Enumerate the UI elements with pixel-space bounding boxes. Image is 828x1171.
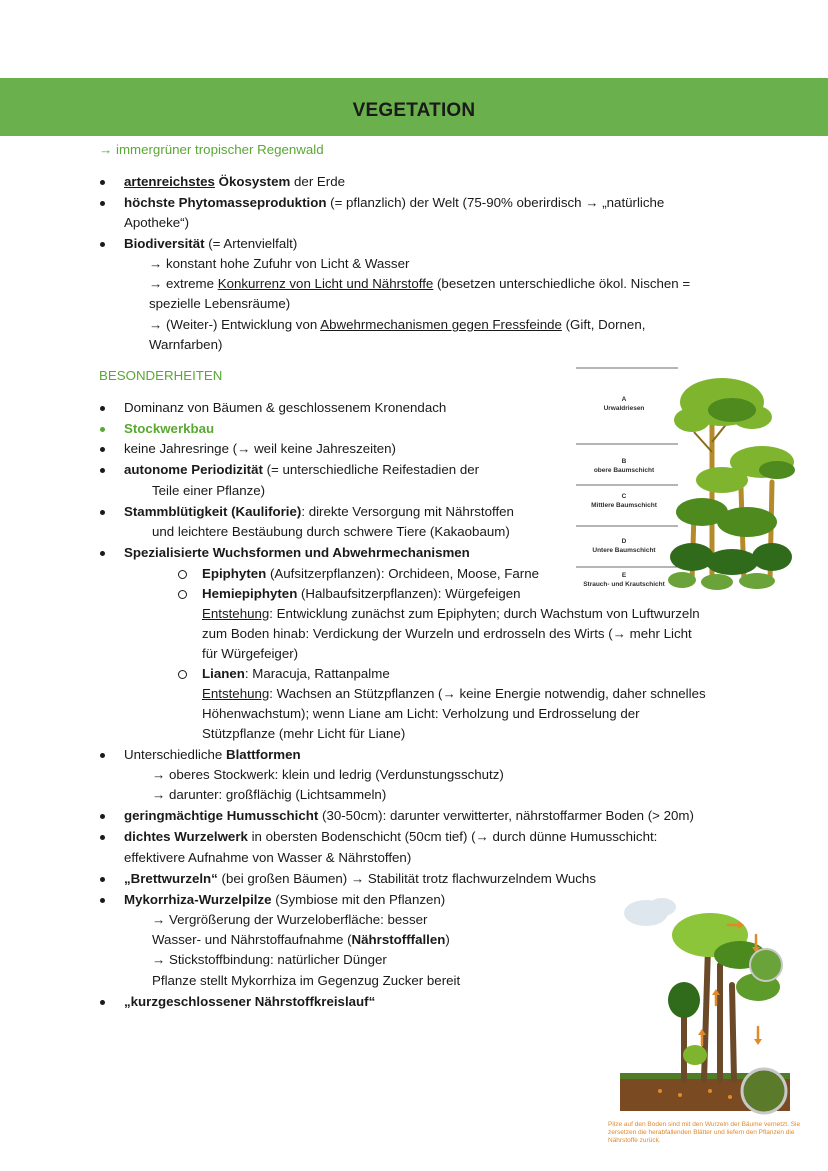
layer-e-letter: E — [621, 572, 627, 579]
item-kauliforie: Stammblütigkeit (Kauliforie): direkte Versorgung mit Nährstoffen — [124, 504, 514, 519]
intro-bullet-1: artenreichstes Ökosystem der Erde — [124, 174, 346, 189]
layer-a-letter: A — [621, 396, 627, 403]
layer-a-name: Urwaldriesen — [603, 405, 645, 412]
sub-hemiepiphyten: Hemiepiphyten (Halbaufsitzerpflanzen): Würgefeigen — [202, 586, 521, 601]
item-wuchsformen: Spezialisierte Wuchsformen und Abwehrmechanismen — [124, 545, 470, 560]
item-wurzelwerk: dichtes Wurzelwerk in obersten Bodenschicht (50cm tief) (→ durch dünne Humusschicht: — [124, 829, 658, 844]
item-humusschicht: geringmächtige Humusschicht (30-50cm): darunter verwitterter, nährstoffarmer Boden (> 20m) — [124, 808, 694, 823]
lianen-line-1: Entstehung: Wachsen an Stützpflanzen (→ keine Energie notwendig, daher schnelles — [202, 686, 706, 701]
intro-bio-line-3: spezielle Lebensräume) — [149, 296, 291, 311]
lianen-line-3: Stützpflanze (mehr Licht für Liane) — [202, 726, 406, 741]
title-banner — [0, 78, 828, 136]
sub-lianen: Lianen: Maracuja, Rattanpalme — [202, 666, 390, 681]
intro-bio-line-1: → konstant hohe Zufuhr von Licht & Wasser — [149, 256, 410, 271]
intro-bio-line-5: Warnfarben) — [149, 337, 223, 352]
subtitle: → immergrüner tropischer Regenwald — [99, 142, 324, 157]
hemi-line-1: Entstehung: Entwicklung zunächst zum Epiphyten; durch Wachstum von Luftwurzeln — [202, 606, 700, 621]
item-naehrstoffkreislauf: „kurzgeschlossener Nährstoffkreislauf“ — [124, 994, 376, 1009]
layer-c-name: Mittlere Baumschicht — [591, 502, 657, 509]
item-periodizitaet: autonome Periodizität (= unterschiedliche Reifestadien der — [124, 462, 480, 477]
myko-line-2: Wasser- und Nährstoffaufnahme (Nährstofffallen) — [152, 932, 450, 947]
layer-c-letter: C — [621, 493, 627, 500]
section-heading: BESONDERHEITEN — [99, 368, 223, 383]
item-jahresringe: keine Jahresringe (→ weil keine Jahreszeiten) — [124, 441, 396, 456]
blatt-line-2: → darunter: großflächig (Lichtsammeln) — [152, 787, 387, 802]
layer-e-name: Strauch- und Krautschicht — [583, 581, 665, 588]
intro-bullet-3: Biodiversität (= Artenvielfalt) — [124, 236, 298, 251]
intro-bullet-2: höchste Phytomasseproduktion (= pflanzlich) der Welt (75-90% oberirdisch → „natürliche — [124, 195, 665, 210]
myko-line-1: → Vergrößerung der Wurzeloberfläche: besser — [152, 912, 428, 927]
forest-layers-figure — [572, 362, 798, 598]
figure-caption: Pilze auf den Boden sind mit den Wurzeln der Bäume vernetzt. Sie zersetzen die herabfallenden Blätter und liefern den Pflanzen die Nährstoffe zurück. — [608, 1121, 801, 1144]
blatt-line-1: → oberes Stockwerk: klein und ledrig (Verdunstungsschutz) — [152, 767, 504, 782]
layer-d-letter: D — [621, 538, 627, 545]
item-wurzelwerk-cont: effektivere Aufnahme von Wasser & Nährstoffen) — [124, 850, 412, 865]
intro-bullet-2-cont: Apotheke“) — [124, 215, 190, 230]
intro-bio-line-4: → (Weiter-) Entwicklung von Abwehrmechanismen gegen Fressfeinde (Gift, Dornen, — [149, 317, 646, 332]
hemi-line-3: für Würgefeiger) — [202, 646, 299, 661]
item-blattformen: Unterschiedliche Blattformen — [124, 747, 301, 762]
item-mykorrhiza: Mykorrhiza-Wurzelpilze (Symbiose mit den Pflanzen) — [124, 892, 446, 907]
item-brettwurzeln: „Brettwurzeln“ (bei großen Bäumen) → Stabilität trotz flachwurzelndem Wuchs — [124, 871, 596, 886]
lianen-line-2: Höhenwachstum); wenn Liane am Licht: Verholzung und Erdrosselung der — [202, 706, 640, 721]
hemi-line-2: zum Boden hinab: Verdickung der Wurzeln und erdrosseln des Wirts (→ mehr Licht — [202, 626, 692, 641]
myko-line-3: → Stickstoffbindung: natürlicher Dünger — [152, 952, 387, 967]
layer-b-letter: B — [621, 458, 627, 465]
item-stockwerkbau: Stockwerkbau — [124, 421, 215, 436]
intro-bio-line-2: → extreme Konkurrenz von Licht und Nährstoffe (besetzen unterschiedliche ökol. Nischen = — [149, 276, 691, 291]
myko-line-4: Pflanze stellt Mykorrhiza im Gegenzug Zucker bereit — [152, 973, 461, 988]
layer-d-name: Untere Baumschicht — [592, 547, 656, 554]
page-title: VEGETATION — [352, 100, 476, 121]
nutrient-cycle-figure — [620, 895, 800, 1119]
sub-epiphyten: Epiphyten (Aufsitzerpflanzen): Orchideen, Moose, Farne — [202, 566, 539, 581]
item-dominanz: Dominanz von Bäumen & geschlossenem Kronendach — [124, 400, 447, 415]
item-periodizitaet-cont: Teile einer Pflanze) — [152, 483, 266, 498]
item-kauliforie-cont: und leichtere Bestäubung durch schwere Tiere (Kakaobaum) — [152, 524, 510, 539]
layer-b-name: obere Baumschicht — [593, 467, 655, 474]
